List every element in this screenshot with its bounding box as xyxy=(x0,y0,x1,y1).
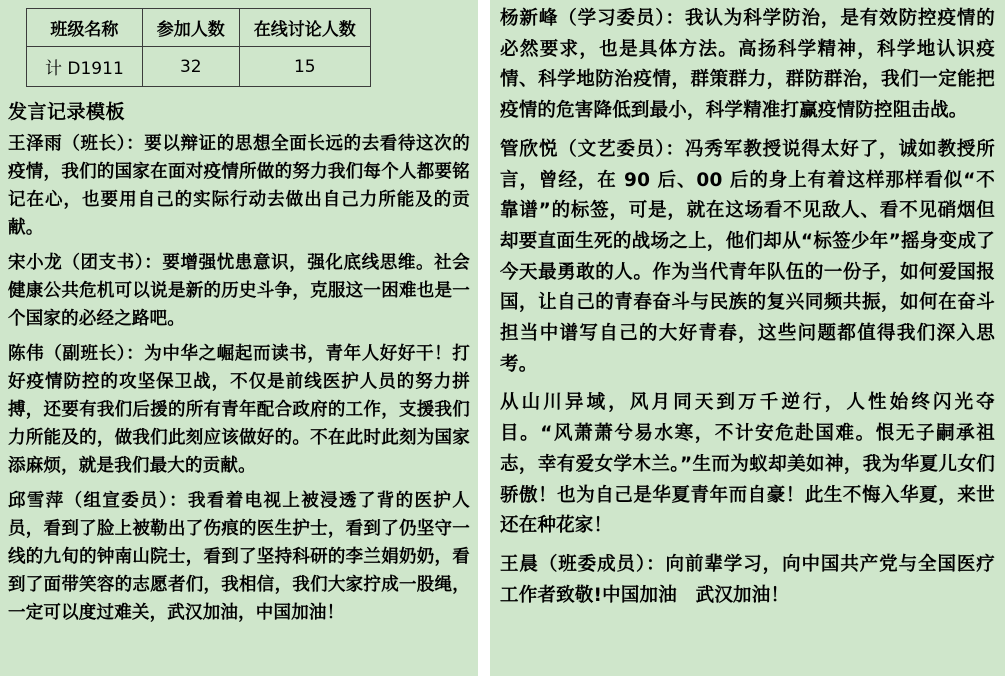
table-header-participants: 参加人数 xyxy=(142,9,239,47)
speech-text: 我看着电视上被浸透了背的医护人员，看到了脸上被勒出了伤痕的医生护士，看到了仍坚守一线的九旬的钟南山院士，看到了坚持科研的李兰娟奶奶，看到了面带笑容的志愿者们，我相信，我们大家拧成一股绳，一定可以度过难关，武汉加油，中国加油！ xyxy=(8,491,471,623)
speech-entry xyxy=(8,487,470,627)
speaker-name: 邱雪萍（组宣委员）： xyxy=(8,491,189,511)
speech-text: 向前辈学习，向中国共产党与全国医疗工作者致敬!中国加油 武汉加油！ xyxy=(500,553,995,606)
speech-text: 从山川异域，风月同天到万千逆行，人性始终闪光夺目。“风萧萧兮易水寒，不计安危赴国难。恨无子嗣承祖志，幸有爱女学木兰。”生而为蚁却美如神，我为华夏儿女们骄傲！也为自己是华夏青年而自豪！此生不悔入华夏，来世还在种花家！ xyxy=(500,392,995,537)
left-column xyxy=(0,0,478,676)
column-gutter xyxy=(478,0,490,676)
speaker-name: 宋小龙（团支书）： xyxy=(8,253,163,273)
speech-entry xyxy=(500,388,995,542)
speech-entry xyxy=(500,135,995,381)
speaker-name: 王晨（班委成员）： xyxy=(500,553,666,575)
right-column xyxy=(490,0,1005,676)
section-title-speech-records: 发言记录模板 xyxy=(8,101,126,123)
table-header-class-name: 班级名称 xyxy=(27,9,143,47)
cell-class-name: 计 D1911 xyxy=(27,47,143,87)
speech-entry xyxy=(8,130,470,242)
speaker-name: 管欣悦（文艺委员）： xyxy=(500,138,685,160)
speech-text: 为中华之崛起而读书，青年人好好干！打好疫情防控的攻坚保卫战，不仅是前线医护人员的努力拼搏，还要有我们后援的所有青年配合政府的工作，支援我们力所能及的，做我们此刻应该做好的。不在此时此刻为国家添麻烦，就是我们最大的贡献。 xyxy=(8,344,470,476)
speech-text: 我认为科学防治，是有效防控疫情的必然要求，也是具体方法。高扬科学精神，科学地认识疫情、科学地防治疫情，群策群力，群防群治，我们一定能把疫情的危害降低到最小，科学精准打赢疫情防控阻击战。 xyxy=(500,8,995,122)
cell-participants: 32 xyxy=(142,47,239,87)
speech-text: 要增强忧患意识，强化底线思维。社会健康公共危机可以说是新的历史斗争，克服这一困难也是一个国家的必经之路吧。 xyxy=(8,253,470,329)
speaker-name: 杨新峰（学习委员）： xyxy=(500,8,685,29)
table-row xyxy=(27,47,371,87)
class-statistics-table xyxy=(26,8,371,87)
cell-online-discussion: 15 xyxy=(239,47,370,87)
table-header-row xyxy=(27,9,371,47)
speaker-name: 王泽雨（班长）： xyxy=(8,134,145,154)
speech-text: 要以辩证的思想全面长远的去看待这次的疫情，我们的国家在面对疫情所做的努力我们每个人都要铭记在心，也要用自己的实际行动去做出自己力所能及的贡献。 xyxy=(8,134,470,238)
speech-entry xyxy=(8,249,470,333)
speech-entry xyxy=(500,4,995,127)
table-header-online-discussion: 在线讨论人数 xyxy=(239,9,370,47)
speech-text: 冯秀军教授说得太好了，诚如教授所言，曾经，在 90 后、00 后的身上有着这样那样看似“不靠谱”的标签，可是，就在这场看不见敌人、看不见硝烟但却要直面生死的战场之上，他们却从“标签少年”摇身变成了今天最勇敢的人。作为当代青年队伍的一份子，如何爱国报国，让自己的青春奋斗与民族的复兴同频共振，如何在奋斗担当中谱写自己的大好青春，这些问题都值得我们深入思考。 xyxy=(500,138,995,375)
speech-entry xyxy=(500,550,995,611)
speaker-name: 陈伟（副班长）： xyxy=(8,344,145,364)
speech-entry xyxy=(8,340,470,480)
